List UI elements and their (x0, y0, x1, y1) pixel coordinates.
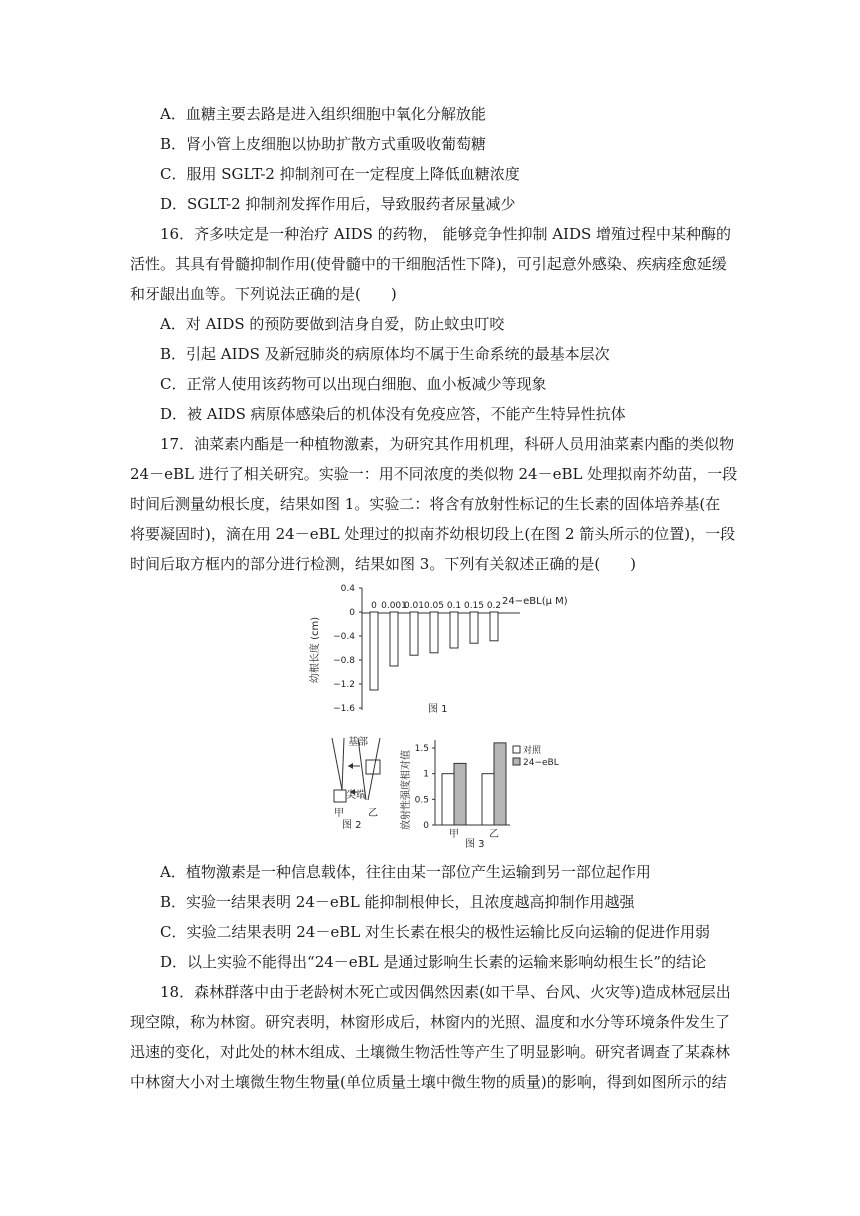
q15-option-d: D．SGLT-2 抑制剂发挥作用后，导致服药者尿量减少 (160, 195, 516, 213)
q17-option-c: C．实验二结果表明 24－eBL 对生长素在根尖的极性运输比反向运输的促进作用弱 (160, 923, 710, 941)
jia-root-left-edge (332, 738, 342, 790)
fig1-xtick-label: 0.001 (381, 601, 407, 611)
figure-3-bar-chart (395, 730, 575, 850)
fig1-ytick-label: −0.8 (333, 656, 355, 666)
fig3-legend-label: 24−eBL (523, 758, 559, 768)
fig2-tip-label: 尖端 (346, 790, 366, 801)
q17-stem-line: 17．油菜素内酯是一种植物激素，为研究其作用机理，科研人员用油菜素内酯的类似物 (160, 435, 735, 453)
fig1-ytick-label: 0 (349, 608, 355, 618)
fig1-bar (430, 612, 438, 653)
q17-option-a: A．植物激素是一种信息载体，往往由某一部位产生运输到另一部位起作用 (160, 863, 651, 881)
q16-stem-line: 活性。其具有骨髓抑制作用(使骨髓中的干细胞活性下降)，可引起意外感染、疾病痊愈延缓 (130, 255, 727, 273)
q17-option-b: B．实验一结果表明 24－eBL 能抑制根伸长，且浓度越高抑制作用越强 (160, 893, 635, 911)
fig1-caption: 图 1 (428, 704, 448, 715)
fig1-ylabel: 幼根长度 (cm) (310, 616, 321, 684)
q18-stem-line: 迅速的变化，对此处的林木组成、土壤微生物活性等产生了明显影响。研究者调查了某森林 (130, 1043, 731, 1061)
jia-root-right-edge (342, 738, 344, 790)
figure-1-bar-chart (300, 580, 568, 720)
q15-option-b: B．肾小管上皮细胞以协助扩散方式重吸收葡萄糖 (160, 135, 487, 153)
fig3-bar (482, 774, 494, 825)
fig2-caption: 图 2 (342, 820, 362, 831)
fig3-bar (454, 763, 466, 825)
fig1-ytick-label: −1.6 (333, 704, 355, 714)
q16-option-d: D．被 AIDS 病原体感染后的机体没有免疫应答，不能产生特异性抗体 (160, 405, 626, 423)
q17-stem-line: 时间后取方框内的部分进行检测，结果如图 3。下列有关叙述正确的是( ) (130, 555, 637, 573)
q16-stem-line: 和牙龈出血等。下列说法正确的是( ) (130, 285, 397, 303)
fig2-yi-label: 乙 (368, 808, 378, 819)
q18-stem-line: 现空隙，称为林窗。研究表明，林窗形成后，林窗内的光照、温度和水分等环境条件发生了 (130, 1013, 731, 1031)
q18-stem-line: 18．森林群落中由于老龄树木死亡或因偶然因素(如干旱、台风、火灾等)造成林冠层出 (160, 983, 731, 1001)
fig1-xtick-label: 0.2 (486, 601, 502, 611)
fig3-caption: 图 3 (465, 839, 485, 850)
fig1-ytick-label: −1.2 (333, 680, 355, 690)
q16-option-c: C．正常人使用该药物可以出现白细胞、血小板减少等现象 (160, 375, 547, 393)
jia-sample-box (334, 790, 346, 802)
q16-option-a: A．对 AIDS 的预防要做到洁身自爱，防止蚊虫叮咬 (160, 315, 505, 333)
fig3-bar (494, 743, 506, 825)
fig1-xtick-label: 0.15 (463, 601, 485, 611)
q17-option-d: D．以上实验不能得出“24－eBL 是通过影响生长素的运输来影响幼根生长”的结论 (160, 953, 707, 971)
fig3-ytick-label: 1 (423, 769, 429, 780)
fig1-bar (390, 612, 398, 666)
fig1-xtick-label: 0.01 (403, 601, 425, 611)
fig1-bar (470, 612, 478, 643)
fig1-ytick-label: −0.4 (333, 632, 355, 642)
fig1-ytick-label: 0.4 (340, 584, 355, 594)
fig3-bar (442, 774, 454, 825)
q15-option-c: C．服用 SGLT-2 抑制剂可在一定程度上降低血糖浓度 (160, 165, 520, 183)
fig1-bar (450, 612, 458, 648)
fig3-xtick-label: 乙 (489, 829, 499, 840)
fig1-xlabel: 24−eBL(μ M) (502, 596, 568, 607)
q17-stem-line: 将要凝固时)，滴在用 24－eBL 处理过的拟南芥幼根切段上(在图 2 箭头所示的位置)，一段 (130, 525, 736, 543)
yi-root-right-edge (368, 738, 380, 800)
q15-option-a: A．血糖主要去路是进入组织细胞中氧化分解放能 (160, 105, 486, 123)
fig3-xtick-label: 甲 (449, 829, 459, 840)
fig2-jia-label: 甲 (334, 808, 344, 819)
fig2-base-label: 基部 (348, 737, 368, 748)
fig3-ytick-label: 0 (423, 821, 429, 831)
q17-stem-line: 时间后测量幼根长度，结果如图 1。实验二：将含有放射性标记的生长素的固体培养基(在 (130, 495, 721, 513)
fig3-ytick-label: 1.5 (414, 744, 429, 754)
fig3-legend-swatch (513, 746, 520, 753)
fig3-legend-swatch (513, 758, 520, 765)
fig1-xtick-label: 0.05 (423, 601, 445, 611)
fig1-bar (410, 612, 418, 655)
fig1-bar (370, 612, 378, 690)
q16-stem-line: 16．齐多呋定是一种治疗 AIDS 的药物， 能够竞争性抑制 AIDS 增殖过程中某种酶的 (160, 225, 732, 243)
fig3-legend-label: 对照 (523, 746, 542, 756)
fig3-ytick-label: 0.5 (414, 795, 429, 806)
fig1-xtick-label: 0 (371, 601, 377, 611)
q16-option-b: B．引起 AIDS 及新冠肺炎的病原体均不属于生命系统的最基本层次 (160, 345, 610, 363)
arrowhead-icon (348, 763, 353, 769)
figure-2-root-diagram (328, 730, 388, 830)
q18-stem-line: 中林窗大小对土壤微生物生物量(单位质量土壤中微生物的质量)的影响，得到如图所示的结 (130, 1073, 727, 1091)
q17-stem-line: 24－eBL 进行了相关研究。实验一：用不同浓度的类似物 24－eBL 处理拟南芥幼苗，一段 (130, 465, 738, 483)
fig1-xtick-label: 0.1 (446, 601, 462, 611)
fig3-ylabel: 放射性强度相对值 (401, 750, 412, 830)
fig1-bar (490, 612, 498, 641)
